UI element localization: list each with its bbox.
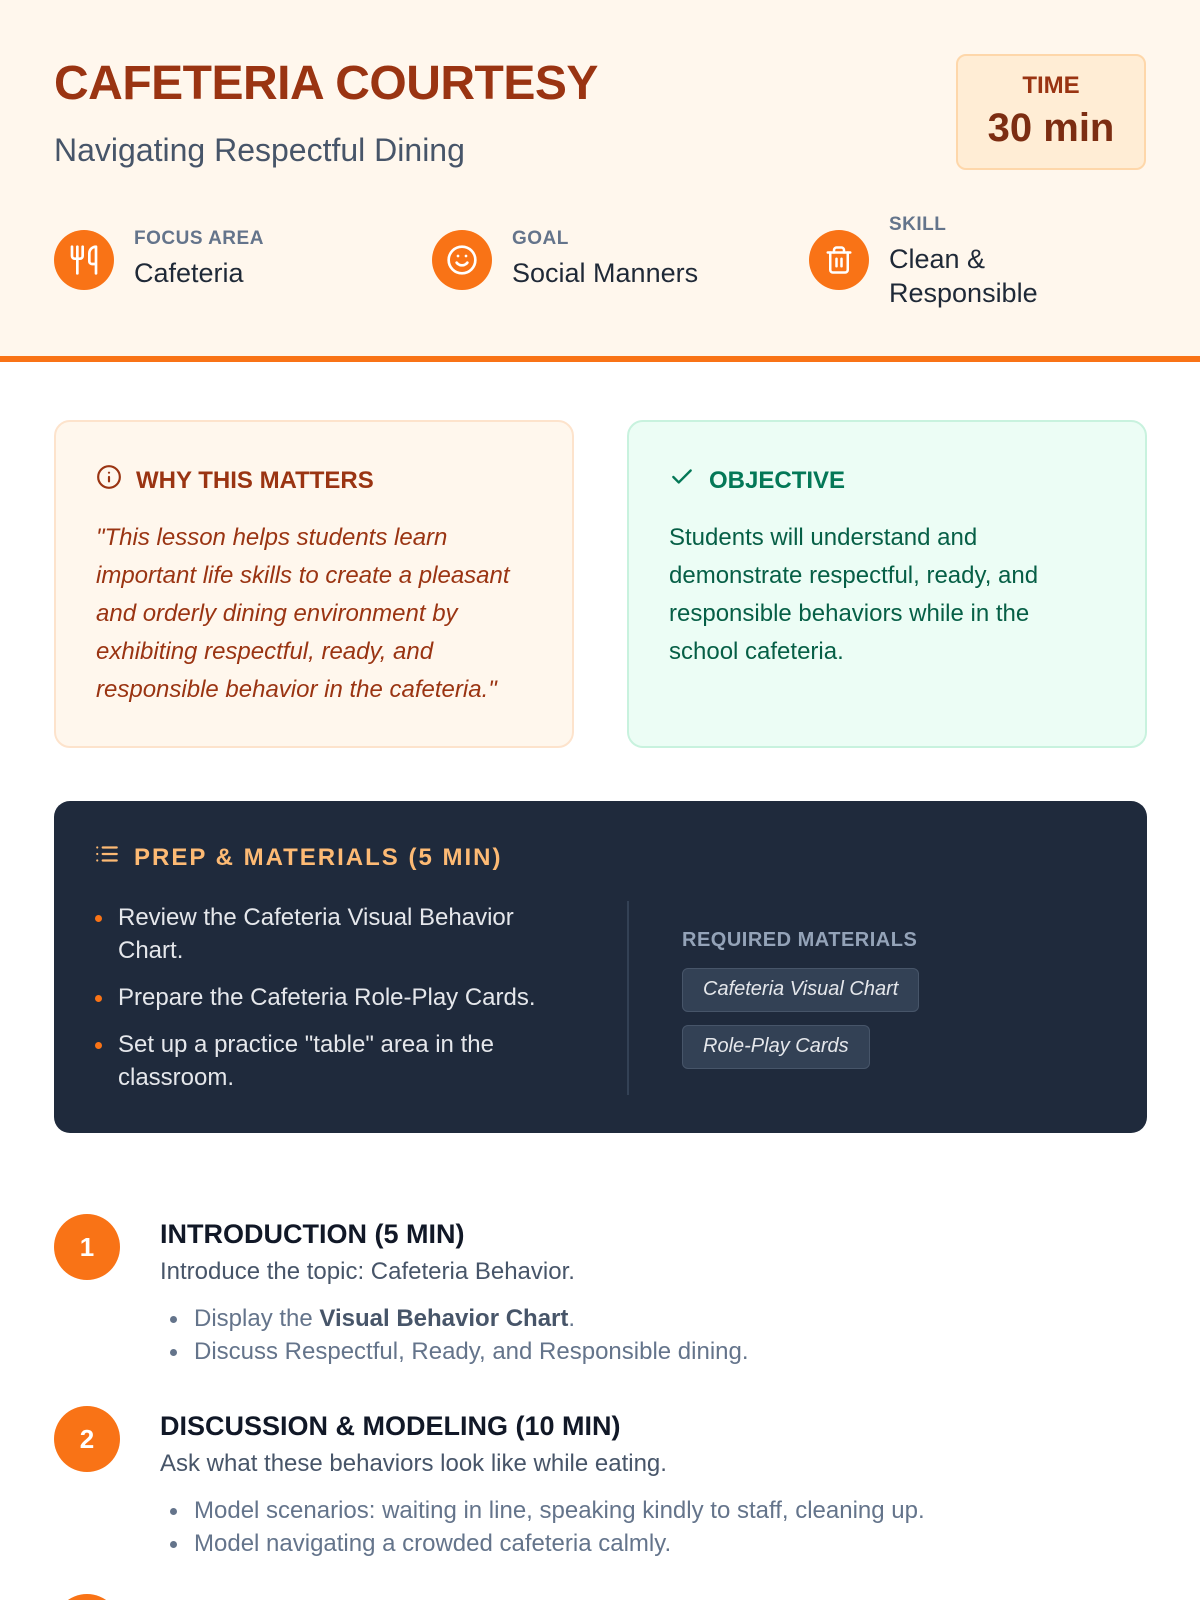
material-chip: Cafeteria Visual Chart (682, 968, 919, 1012)
step-description: Ask what these behaviors look like while eating. (160, 1450, 667, 1477)
page-subtitle: Navigating Respectful Dining (54, 132, 465, 168)
why-this-matters-card (54, 420, 574, 748)
meta-value: Social Manners (512, 258, 699, 288)
meta-value: Clean & Responsible (889, 244, 1038, 308)
header (0, 0, 1200, 362)
smile-icon (432, 230, 492, 290)
step-bullet: Model navigating a crowded cafeteria calmly. (160, 1527, 925, 1560)
divider (627, 901, 629, 1095)
material-chip: Role-Play Cards (682, 1025, 870, 1069)
prep-item: Review the Cafeteria Visual Behavior Chart. (94, 901, 564, 967)
objective-heading (669, 464, 1105, 497)
step-bullets (160, 1302, 749, 1368)
info-icon (96, 464, 122, 497)
meta-value: Cafeteria (134, 258, 244, 288)
time-value: 30 min (987, 106, 1115, 150)
time-box (956, 54, 1146, 170)
step-bullet: Discuss Respectful, Ready, and Responsible dining. (160, 1335, 749, 1368)
step-number-badge-partial (54, 1594, 120, 1600)
prep-item: Set up a practice "table" area in the classroom. (94, 1028, 564, 1094)
utensils-icon (54, 230, 114, 290)
objective-text: Students will understand and demonstrate respectful, ready, and responsible behaviors while in the school cafeteria. (669, 524, 1039, 665)
why-text: "This lesson helps students learn important life skills to create a pleasant and orderly dining environment by exhibiting respectful, ready, and responsible behavior in the cafeteria." (96, 524, 510, 703)
why-heading-text: WHY THIS MATTERS (136, 466, 374, 494)
prep-item: Prepare the Cafeteria Role-Play Cards. (94, 981, 564, 1014)
trash-icon (809, 230, 869, 290)
step-description: Introduce the topic: Cafeteria Behavior. (160, 1258, 575, 1285)
list-icon (94, 841, 120, 874)
step-bullet (160, 1302, 749, 1335)
objective-card (627, 420, 1147, 748)
bullet-text: . (568, 1305, 576, 1332)
bullet-bold-text: Visual Behavior Chart (319, 1305, 569, 1332)
step-bullet: Model scenarios: waiting in line, speaking kindly to staff, cleaning up. (160, 1494, 925, 1527)
prep-materials-panel (54, 801, 1147, 1133)
meta-label: GOAL (512, 228, 569, 249)
page-title: CAFETERIA COURTESY (54, 57, 598, 110)
prep-list (94, 901, 564, 1108)
step-number-badge: 1 (54, 1214, 120, 1280)
step-number-badge: 2 (54, 1406, 120, 1472)
prep-heading-text: PREP & MATERIALS (5 MIN) (134, 843, 503, 871)
check-icon (669, 464, 695, 497)
time-label: TIME (1022, 72, 1080, 99)
why-heading (96, 464, 532, 497)
required-materials-label: REQUIRED MATERIALS (682, 929, 918, 951)
bullet-text: Display the (194, 1305, 320, 1332)
objective-heading-text: OBJECTIVE (709, 466, 846, 494)
meta-label: FOCUS AREA (134, 228, 264, 249)
step-title: INTRODUCTION (5 MIN) (160, 1219, 465, 1249)
step-bullets (160, 1494, 925, 1560)
meta-label: SKILL (889, 214, 947, 235)
prep-heading (94, 841, 502, 874)
step-title: DISCUSSION & MODELING (10 MIN) (160, 1411, 621, 1441)
